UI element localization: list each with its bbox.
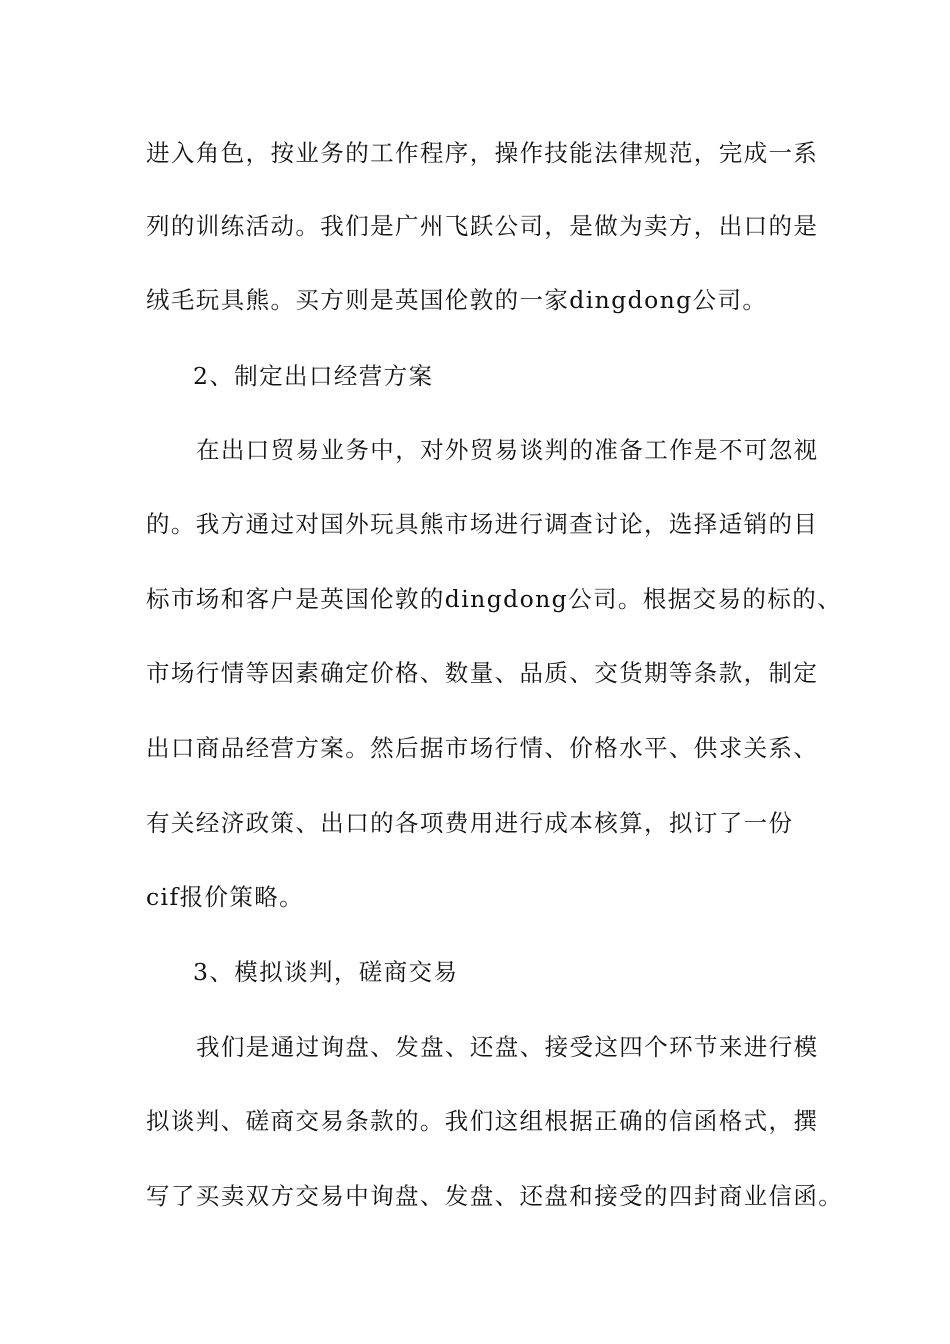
paragraph-line: 绒毛玩具熊。买方则是英国伦敦的一家dingdong公司。	[146, 286, 768, 314]
section-heading: 3、模拟谈判，磋商交易	[193, 958, 459, 986]
paragraph-line: 有关经济政策、出口的各项费用进行成本核算，拟订了一份	[146, 809, 794, 837]
paragraph-line: 进入角色，按业务的工作程序，操作技能法律规范，完成一系	[146, 139, 819, 167]
paragraph-line: cif报价策略。	[146, 883, 305, 911]
paragraph-line: 出口商品经营方案。然后据市场行情、价格水平、供求关系、	[146, 734, 819, 762]
paragraph-line: 标市场和客户是英国伦敦的dingdong公司。根据交易的标的、	[146, 585, 843, 613]
paragraph-line: 拟谈判、磋商交易条款的。我们这组根据正确的信函格式，撰	[146, 1107, 819, 1135]
paragraph-line: 在出口贸易业务中，对外贸易谈判的准备工作是不可忽视	[196, 436, 819, 464]
paragraph-line: 列的训练活动。我们是广州飞跃公司，是做为卖方，出口的是	[146, 212, 819, 240]
paragraph-line: 的。我方通过对国外玩具熊市场进行调查讨论，选择适销的目	[146, 510, 819, 538]
paragraph-line: 写了买卖双方交易中询盘、发盘、还盘和接受的四封商业信函。	[146, 1182, 844, 1210]
section-heading: 2、制定出口经营方案	[193, 362, 434, 390]
paragraph-line: 市场行情等因素确定价格、数量、品质、交货期等条款，制定	[146, 659, 819, 687]
paragraph-line: 我们是通过询盘、发盘、还盘、接受这四个环节来进行模	[196, 1033, 819, 1061]
